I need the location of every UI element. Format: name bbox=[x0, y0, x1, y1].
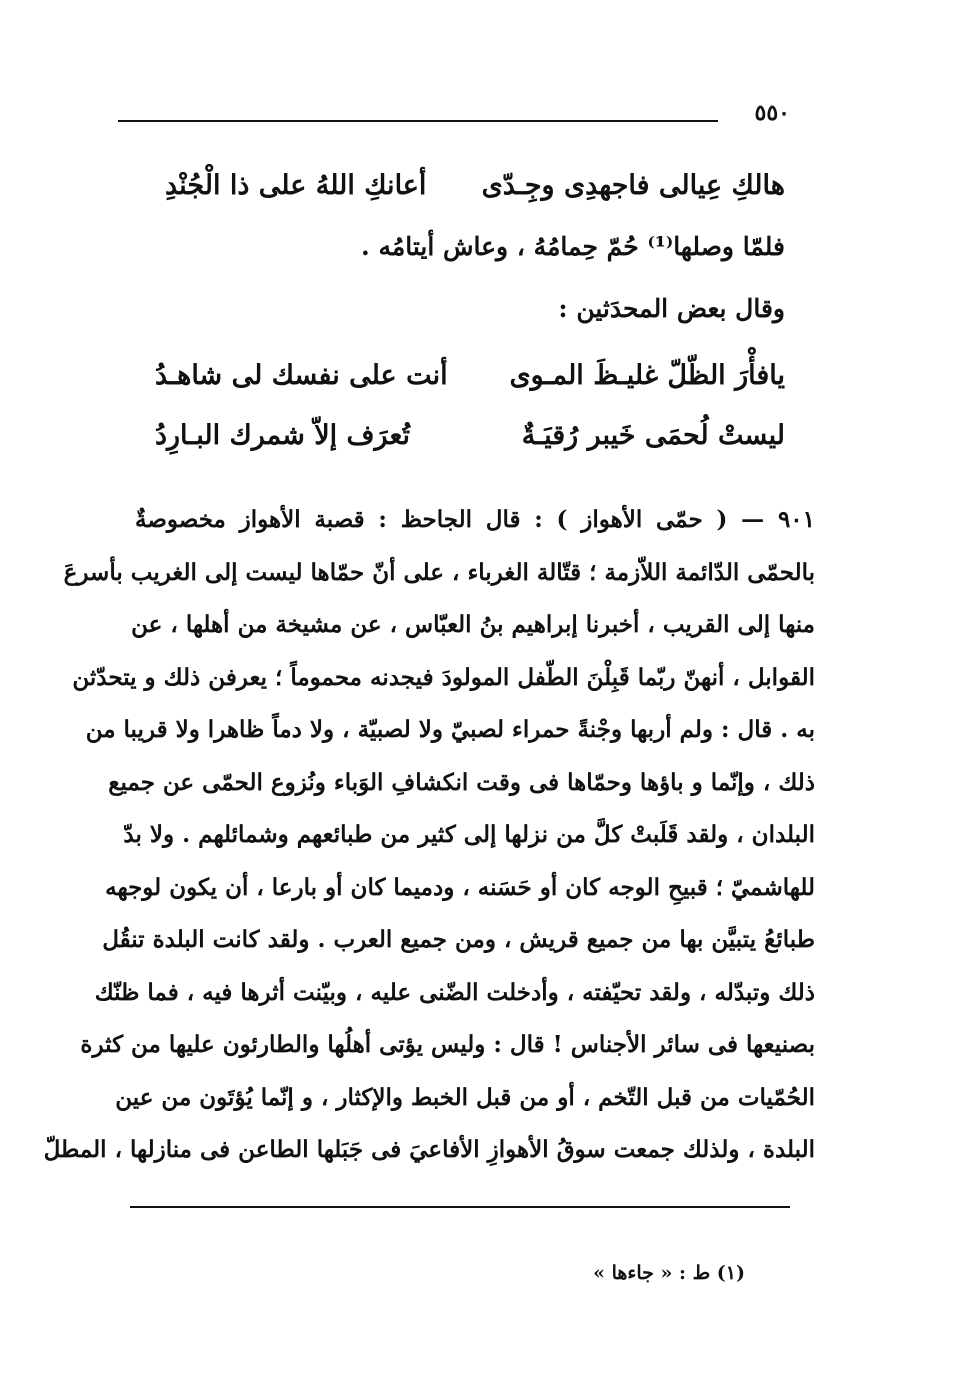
verse-2-first-hemistich: يافأْرَ الظّلّ غليـظَ المـوى bbox=[509, 360, 785, 391]
footnote: (١) ط : « جاءها » bbox=[593, 1262, 745, 1284]
verse-2-second-hemistich: أنت على نفسك لى شاهـدُ bbox=[155, 360, 448, 391]
prose-line-after-verse: فلمّا وصلها⁽¹⁾ حُمّ حِمامُهُ ، وعاش أيتامُه . bbox=[361, 232, 785, 261]
section-901-body bbox=[43, 494, 815, 1177]
footnote-rule bbox=[130, 1206, 790, 1208]
prose-line: ذلك وتبدّله ، ولقد تحيّفته ، وأدخلت الضّنى عليه ، وبيّنت أثرها فيه ، فما ظنّك bbox=[94, 978, 815, 1006]
prose-line: البلدان ، ولقد قَلَبتْ كلَّ من نزلها إلى كثير من طبائعهم وشمائلهم . ولا بدّ bbox=[123, 821, 815, 848]
verse-2 bbox=[155, 360, 785, 400]
page-number: ٥٥٠ bbox=[754, 100, 790, 126]
verse-1-second-hemistich: أعانكِ اللهُ على ذا الْجُنْدِ bbox=[165, 170, 427, 201]
prose-line: به . قال : ولم أربها وجْنةً حمراء لصبيّ ولا لصبيّة ، ولا دماً ظاهرا ولا قريبا من bbox=[85, 716, 815, 743]
verse-1-first-hemistich: هالكِ عِيالى فاجهدِى وجِـدّى bbox=[481, 170, 785, 201]
verse-1 bbox=[165, 170, 785, 210]
prose-line: بالحمّى الدّائمة اللاّزمة ؛ قتّالة الغرباء ، على أنّ حمّاها ليست إلى الغريب بأسرعَ bbox=[63, 558, 815, 586]
prose-line: البلدة ، ولذلك جمعت سوقُ الأهوازِ الأفاعيَ فى جَبَلها الطاعن فى منازلها ، المطلّ bbox=[43, 1136, 815, 1163]
prose-line: ذلك ، وإنّما و باؤها وحمّاها فى وقت انكشافِ الوَباء ونُزوع الحمّى عن جميع bbox=[108, 768, 815, 796]
prose-line: للهاشميّ ؛ قبيحِ الوجه كان أو حَسَنه ، ودميما كان أو بارعا ، أن يكون لوجهه bbox=[105, 873, 815, 901]
page-header bbox=[118, 100, 790, 130]
prose-line: طبائعُ يتبيَّن بها من جميع قريش ، ومن جميع العرب . ولقد كانت البلدة تنقُل bbox=[102, 926, 815, 953]
prose-line: بصنيعها فى سائر الأجناس ! قال : وليس يؤتى أهلُها والطارئون عليها من كثرة bbox=[80, 1031, 815, 1058]
header-rule bbox=[118, 120, 718, 122]
prose-line: القوابل ، أنهنّ ربّما قَبِلْنَ الطّفل المولودَ فيجدنه محموماً ؛ يعرفن ذلك و يتحدّثن bbox=[72, 663, 815, 691]
prose-line: الحُمّيات من قبل التّخم ، أو من قبل الخبط والإكثار ، و إنّما يُؤتَون من عين bbox=[115, 1083, 815, 1111]
prose-line: منها إلى القريب ، أخبرنا إبراهيم بنُ العبّاس ، عن مشيخة من أهلها ، عن bbox=[131, 611, 815, 638]
poet-intro-line: وقال بعض المحدَثين : bbox=[558, 294, 785, 323]
verse-3-second-hemistich: تُعرَف إلاّ شمرك البـارِدُ bbox=[155, 420, 410, 451]
verse-3 bbox=[155, 420, 785, 460]
section-901-heading-line: ٩٠١ — ( حمّى الأهواز ) : قال الجاحظ : قصبة الأهواز مخصوصةٌ bbox=[135, 506, 815, 533]
verse-3-first-hemistich: ليستْ لُحمَى خَيبر رُقيَـةٌ bbox=[521, 420, 785, 451]
